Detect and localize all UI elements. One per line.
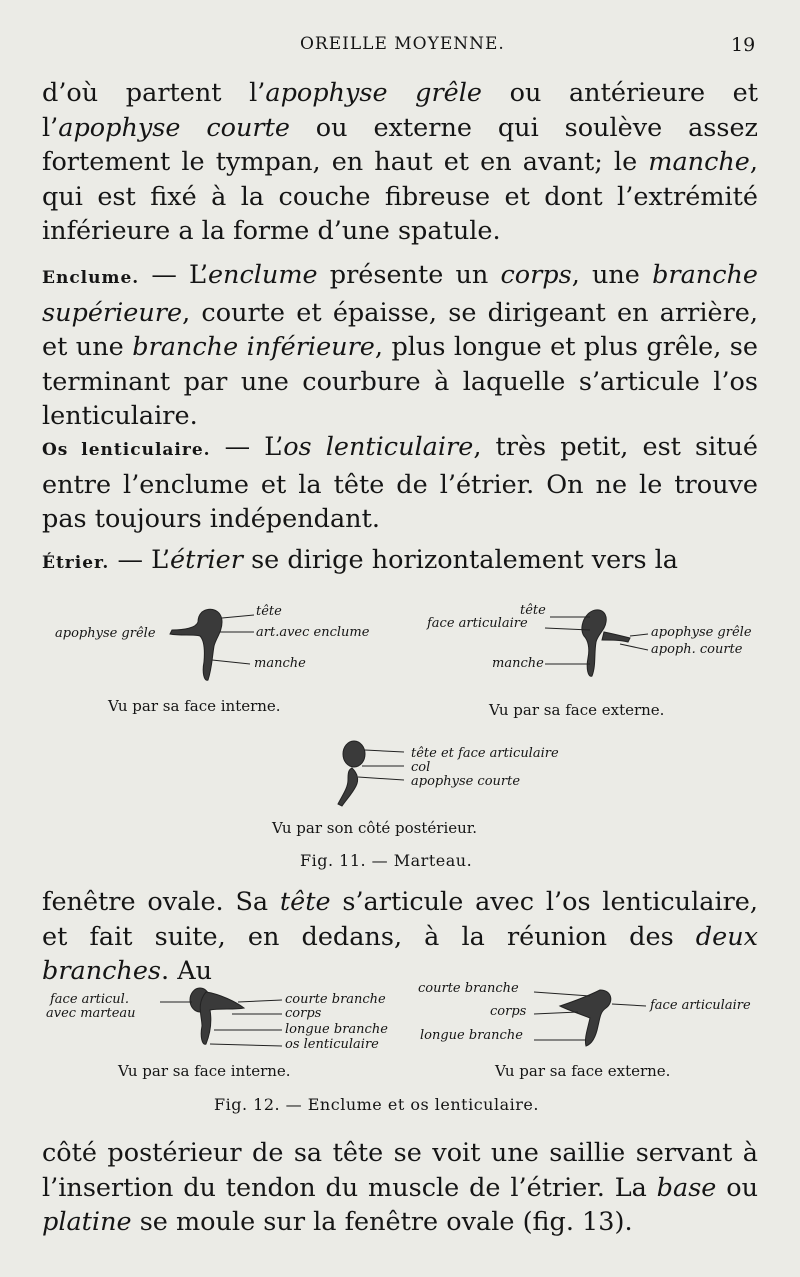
figure-12-number: Fig. 12. xyxy=(214,1095,281,1114)
label-face-articulaire: face articulaire xyxy=(650,998,751,1013)
paragraph-etrier-start: Étrier. — L’étrier se dirige horizontalement vers la xyxy=(42,545,679,575)
marteau-posterieur-illustration xyxy=(338,741,404,806)
caption-enclume-face-externe: Vu par sa face externe. xyxy=(495,1062,671,1080)
caption-enclume-face-interne: Vu par sa face interne. xyxy=(118,1062,291,1080)
label-apophyse-grele: apophyse grêle xyxy=(651,625,752,640)
marteau-externe-illustration xyxy=(545,610,648,676)
label-art-avec-enclume: art.avec enclume xyxy=(256,625,370,640)
label-apophyse-grele: apophyse grêle xyxy=(55,626,156,641)
section-heading-os-lenticulaire: Os lenticulaire. xyxy=(42,440,211,460)
figure-12-caption: Fig. 12. — Enclume et os lenticulaire. xyxy=(214,1095,539,1114)
label-tete: tête xyxy=(256,604,282,619)
figure-11-number: Fig. 11. xyxy=(300,851,367,870)
label-apophyse-courte: apophyse courte xyxy=(411,774,521,789)
label-courte-branche: courte branche xyxy=(418,981,519,996)
section-heading-etrier: Étrier. xyxy=(42,553,110,573)
paragraph-etrier-tete: fenêtre ovale. Sa tête s’articule avec l’os lenticulaire, et fait suite, en dedans, à la réunion des deux branches. Au xyxy=(42,887,758,986)
paragraph-enclume: Enclume. — L’enclume présente un corps, une branche supérieure, courte et épaisse, se dirigeant en arrière, et une branche inférieure, plus longue et plus grêle, se terminant par une courbure à laquelle s’articule l’os lenticulaire. xyxy=(42,260,758,431)
paragraph-os-lenticulaire: Os lenticulaire. — L’os lenticulaire, très petit, est situé entre l’enclume et la tête de l’étrier. On ne le trouve pas toujours indépendant. xyxy=(42,432,759,534)
label-os-lenticulaire: os lenticulaire xyxy=(285,1037,379,1052)
caption-marteau-cote-posterieur: Vu par son côté postérieur. xyxy=(272,819,478,837)
caption-marteau-face-interne: Vu par sa face interne. xyxy=(108,697,281,715)
label-corps: corps xyxy=(490,1004,527,1019)
caption-marteau-face-externe: Vu par sa face externe. xyxy=(489,701,665,719)
enclume-interne-illustration xyxy=(160,988,282,1046)
section-heading-enclume: Enclume. xyxy=(42,268,140,288)
figure-11-caption: Fig. 11. — Marteau. xyxy=(300,851,473,870)
label-apoph-courte: apoph. courte xyxy=(651,642,743,657)
label-tete-face-articulaire: tête et face articulaire xyxy=(411,746,559,761)
enclume-externe-illustration xyxy=(534,990,646,1046)
marteau-interne-illustration xyxy=(170,609,254,680)
label-face-articul: face articul. xyxy=(50,992,129,1007)
paragraph-marteau-end: d’où partent l’apophyse grêle ou antérieure et l’apophyse courte ou externe qui soulève assez fortement le tympan, en haut et en avant; le manche, qui est fixé à la couche fibreuse et dont l’extrémité inférieure a la forme d’une spatule. xyxy=(42,78,759,246)
label-longue-branche: longue branche xyxy=(285,1022,388,1037)
paragraph-etrier-base: côté postérieur de sa tête se voit une saillie servant à l’insertion du tendon du muscle de l’étrier. La base ou platine se moule sur la fenêtre ovale (fig. 13). xyxy=(42,1138,758,1237)
label-manche: manche xyxy=(492,656,544,671)
running-title: OREILLE MOYENNE. xyxy=(300,34,505,54)
label-avec-marteau: avec marteau xyxy=(46,1006,136,1021)
label-col: col xyxy=(411,760,431,775)
label-manche: manche xyxy=(254,656,306,671)
label-tete: tête xyxy=(520,603,546,618)
label-courte-branche: courte branche xyxy=(285,992,386,1007)
page-number: 19 xyxy=(731,34,756,56)
label-corps: corps xyxy=(285,1006,322,1021)
label-longue-branche: longue branche xyxy=(420,1028,523,1043)
label-face-articulaire: face articulaire xyxy=(427,616,528,631)
